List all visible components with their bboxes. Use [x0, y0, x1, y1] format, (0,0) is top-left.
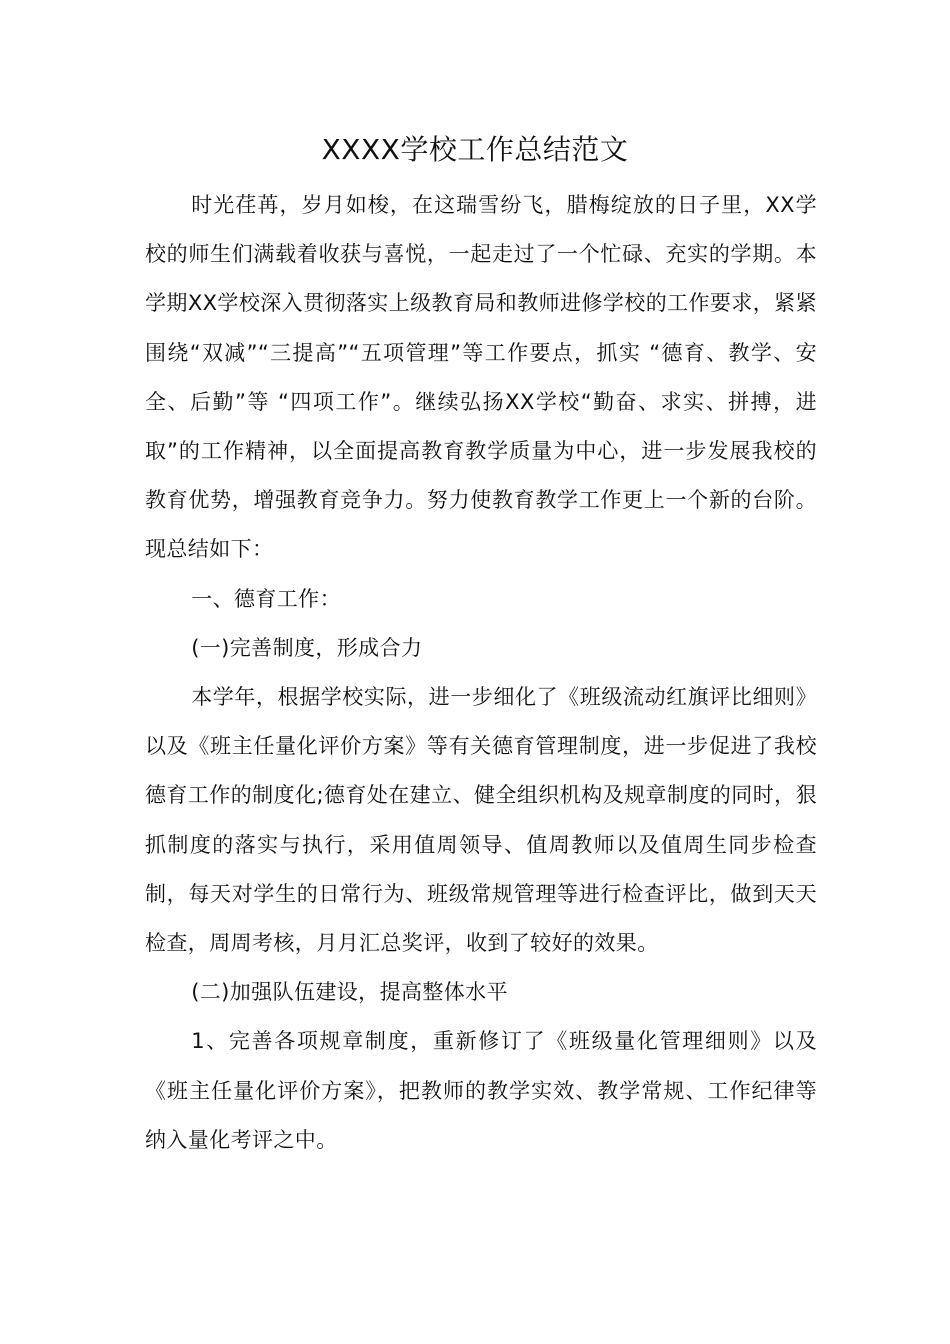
- body-paragraph-team: 1、完善各项规章制度，重新修订了《班级量化管理细则》以及《班主任量化评价方案》，把教师的教学实效、教学常规、工作纪律等纳入量化考评之中。: [145, 1029, 817, 1152]
- intro-paragraph: 时光荏苒，岁月如梭，在这瑞雪纷飞，腊梅绽放的日子里，XX学校的师生们满载着收获与喜悦，一起走过了一个忙碌、充实的学期。本学期XX学校深入贯彻落实上级教育局和教师进修学校的工作要求，紧紧围绕“双减”“三提高”“五项管理”等工作要点，抓实 “德育、教学、安全、后勤”等 “四项工作”。继续弘扬XX学校“勤奋、求实、拼搏，进取”的工作精神，以全面提高教育教学质量为中心，进一步发展我校的教育优势，增强教育竞争力。努力使教育教学工作更上一个新的台阶。现总结如下：: [145, 193, 817, 562]
- document-title: XXXX学校工作总结范文: [321, 133, 629, 166]
- subsection-heading-1: (一)完善制度，形成合力: [191, 635, 423, 660]
- section-heading-moral-education: 一、德育工作：: [191, 586, 341, 611]
- document-body: [145, 181, 817, 1165]
- body-paragraph-system: 本学年，根据学校实际，进一步细化了《班级流动红旗评比细则》以及《班主任量化评价方案》等有关德育管理制度，进一步促进了我校德育工作的制度化;德育处在建立、健全组织机构及规章制度的同时，狠抓制度的落实与执行，采用值周领导、值周教师以及值周生同步检查制，每天对学生的日常行为、班级常规管理等进行检查评比，做到天天检查，周周考核，月月汇总奖评，收到了较好的效果。: [145, 685, 817, 956]
- subsection-heading-2: (二)加强队伍建设，提高整体水平: [191, 980, 508, 1005]
